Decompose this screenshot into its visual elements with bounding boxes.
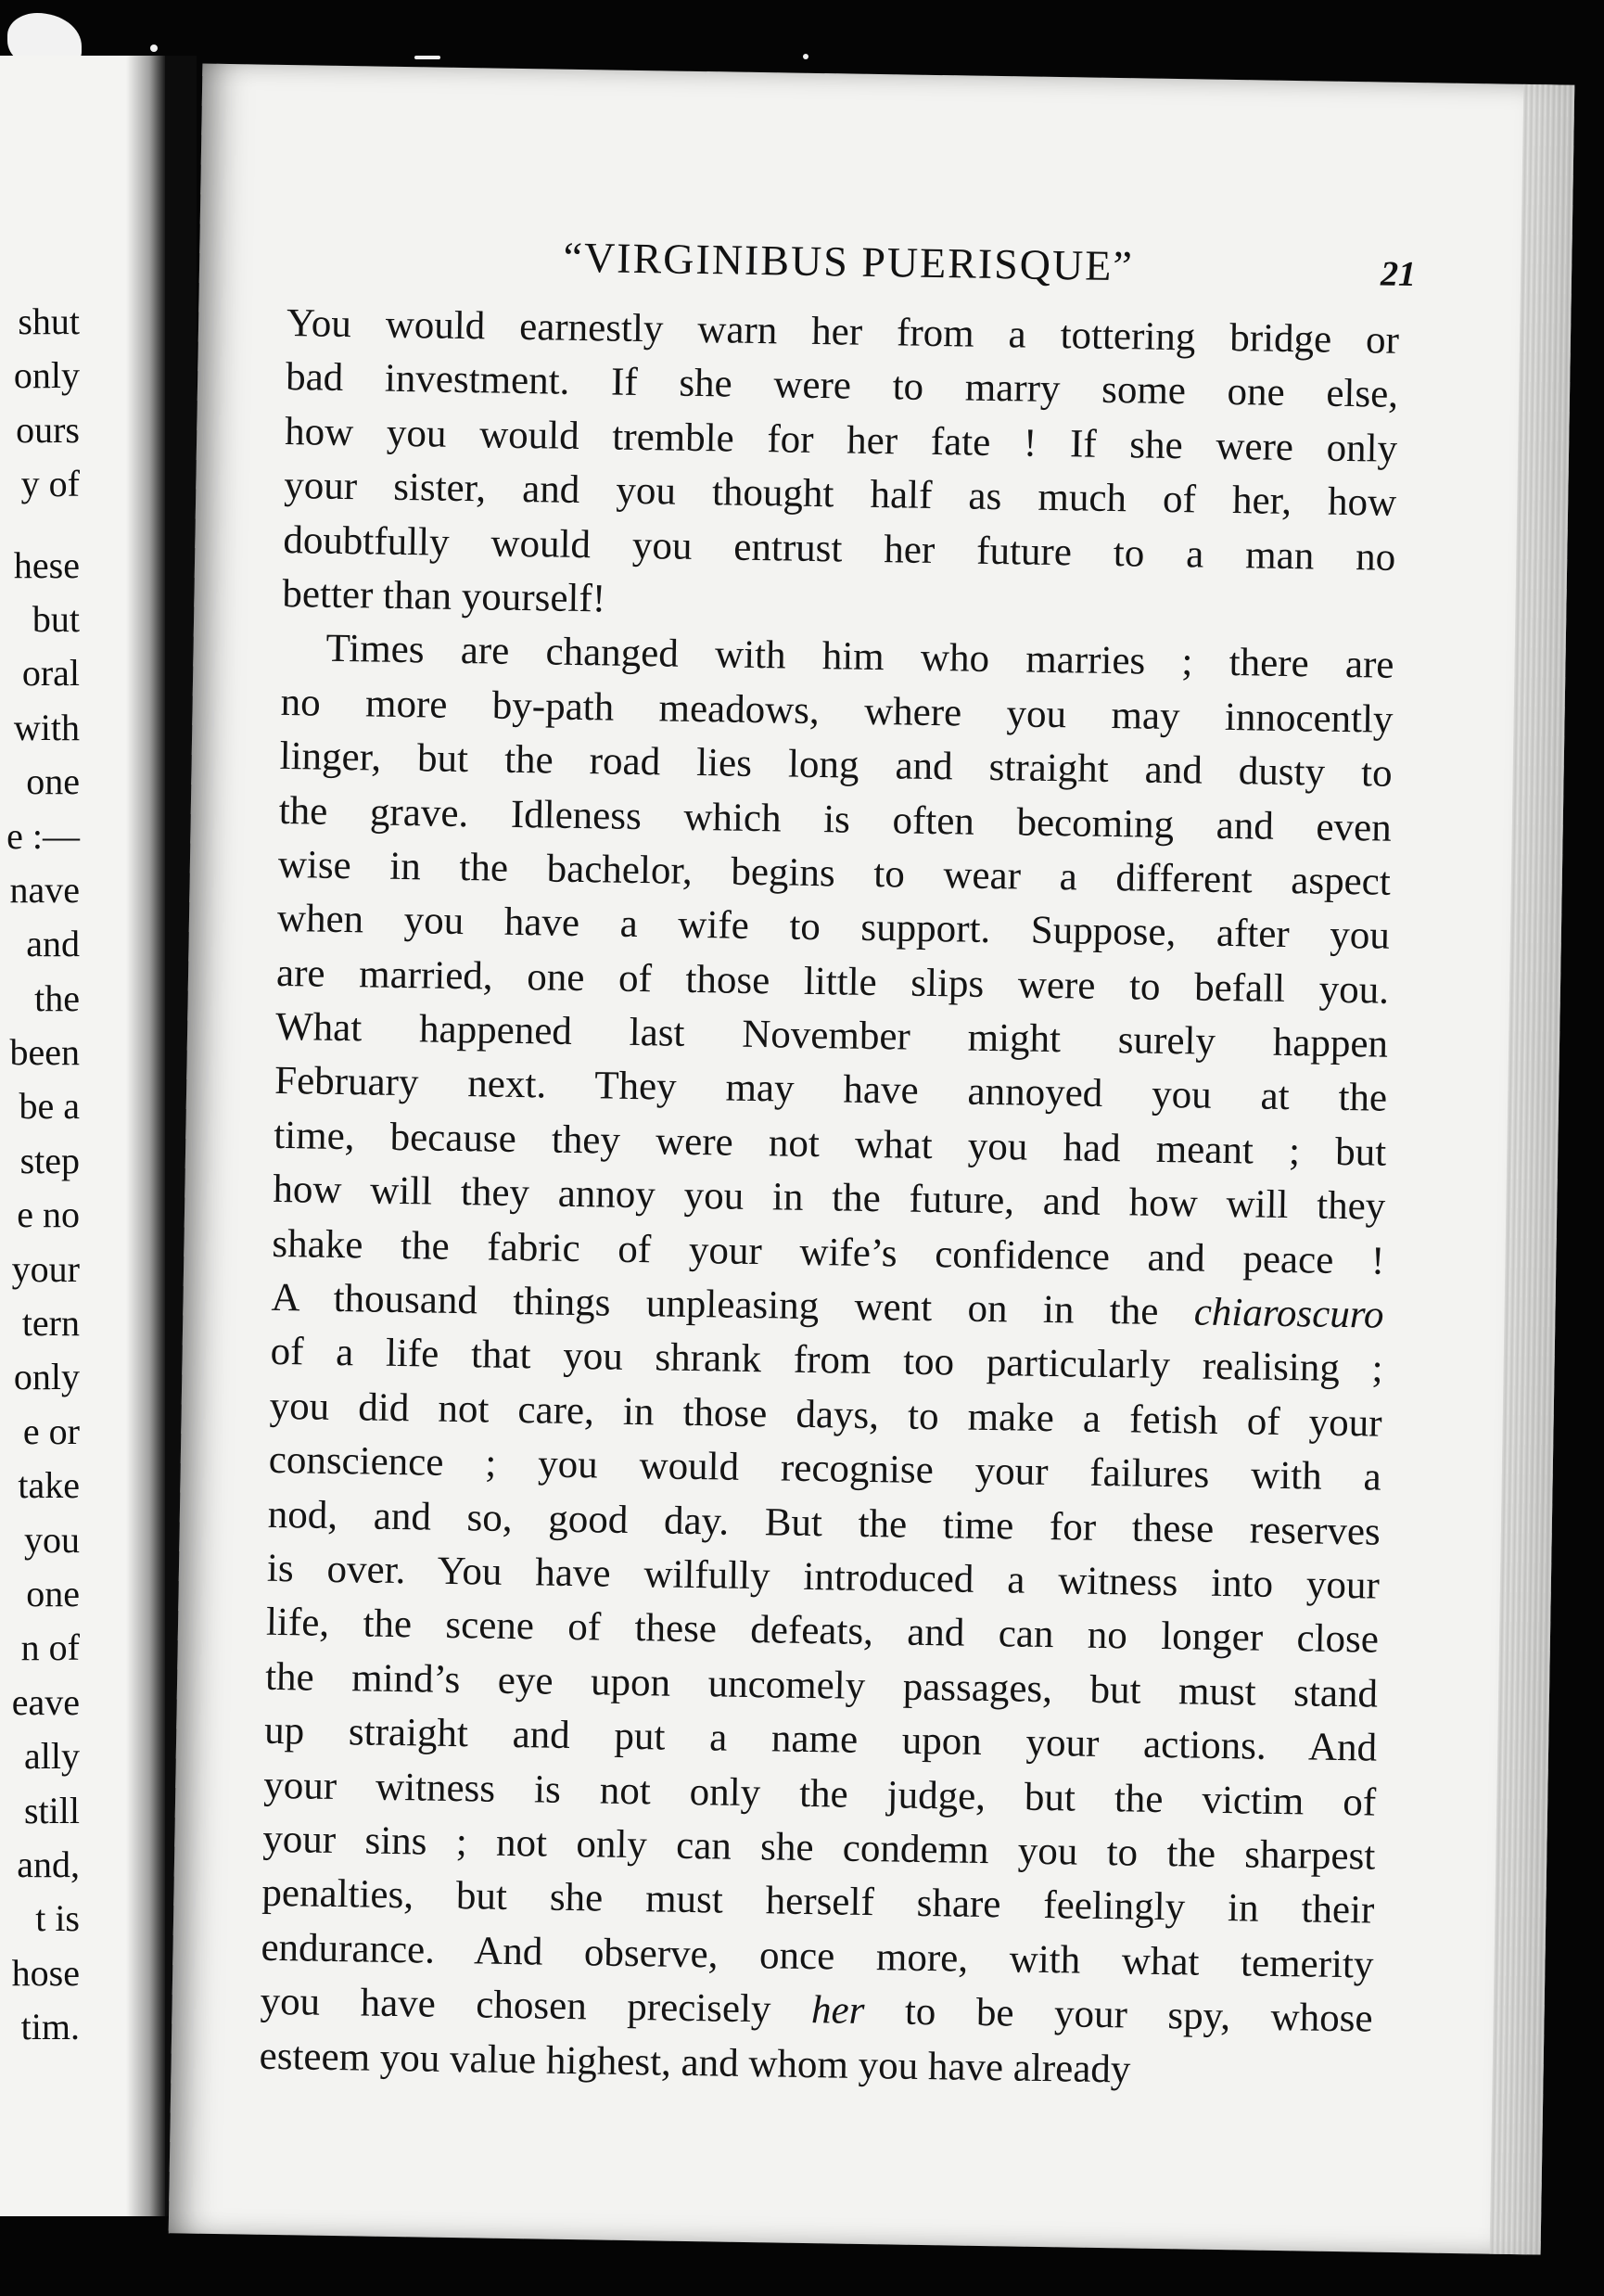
left-page-fragment: y of (20, 463, 80, 505)
left-page-fragment: you (24, 1518, 80, 1561)
text-line: linger, but the road lies long and straight and dusty to (279, 734, 1393, 796)
text-line: your witness is not only the judge, but the victim of (262, 1763, 1377, 1825)
left-page-fragment: one (26, 760, 80, 803)
text-line: are married, one of those little slips were to befall you. (275, 950, 1390, 1013)
left-page-fragment: tern (21, 1302, 80, 1345)
left-page-fragment: take (18, 1464, 80, 1507)
left-page-fragment: t is (35, 1897, 80, 1940)
left-page-fragment: step (19, 1139, 80, 1181)
left-page-fragment (6, 512, 80, 539)
text-line: how will they annoy you in the future, and how will they (273, 1167, 1386, 1229)
scan-speck (803, 54, 808, 59)
left-page-fragment: with (13, 706, 80, 748)
left-page-fragment: oral (21, 652, 80, 695)
text-line: how you would tremble for her fate ! If she were only (284, 409, 1398, 471)
scan-speck (414, 56, 440, 59)
left-page-text-fragments (6, 295, 80, 2055)
left-page-fragment: the (34, 976, 80, 1019)
text-line: You would earnestly warn her from a tottering bridge or (286, 300, 1400, 363)
text-line: wise in the bachelor, begins to wear a different aspect (277, 842, 1392, 904)
left-page-fragment: hose (11, 1951, 80, 1994)
left-page-fragment: still (23, 1789, 80, 1831)
text-line: your sins ; not only can she condemn you to the sharpest (262, 1817, 1376, 1879)
text-line: esteem you value highest, and whom you have already (259, 2034, 1131, 2092)
text-line: penalties, but she must herself share feelingly in their (261, 1871, 1375, 1932)
text-line: the grave. Idleness which is often becoming and even (278, 788, 1393, 850)
paragraph (282, 297, 1399, 639)
text-line: conscience ; you would recognise your failures with a (268, 1438, 1382, 1499)
left-page-fragment: only (13, 354, 80, 397)
text-line: the mind’s eye upon uncomely passages, but must stand (264, 1654, 1379, 1716)
text-line: Times are changed with him who marries ; there are (325, 627, 1394, 688)
left-page-fragment: ally (24, 1735, 80, 1778)
text-line: bad investment. If she were to marry some one else, (285, 355, 1399, 417)
left-page-fragment: nave (9, 868, 80, 911)
text-line: doubtfully would you entrust her future to a man no (283, 517, 1396, 580)
text-line: up straight and put a name upon your actions. And (263, 1708, 1378, 1770)
left-page-fragment: shut (18, 300, 80, 342)
page-number: 21 (1380, 254, 1417, 295)
left-page-fragment: one (26, 1572, 80, 1614)
text-line: February next. They may have annoyed you at the (274, 1059, 1388, 1121)
gutter-shadow (126, 56, 165, 2216)
left-page-fragment: e or (22, 1409, 80, 1452)
left-page-fragment: but (32, 597, 80, 640)
right-page (169, 64, 1575, 2255)
page-edge-stack (1490, 84, 1575, 2255)
text-line: nod, and so, good day. But the time for these reserves (267, 1492, 1381, 1554)
text-line: your sister, and you thought half as much of her, how (283, 464, 1397, 525)
body-text (259, 297, 1399, 2101)
left-page-fragment: only (13, 1356, 80, 1398)
text-line: no more by-path meadows, where you may innocently (280, 680, 1394, 742)
left-page-fragment: be a (19, 1085, 80, 1128)
left-page-fragment: ours (16, 408, 80, 451)
paragraph (259, 621, 1394, 2100)
running-head: “VIRGINIBUS PUERISQUE” (563, 233, 1135, 290)
left-page-fragment: eave (11, 1680, 80, 1723)
text-line: you did not care, in those days, to make a fetish of your (269, 1384, 1382, 1446)
left-page-fragment: your (11, 1247, 80, 1290)
text-line: A thousand things unpleasing went on in the chiaroscuro (271, 1275, 1384, 1337)
text-line: time, because they were not what you had meant ; but (273, 1113, 1387, 1175)
left-page-fragment: and, (17, 1843, 80, 1885)
text-line: of a life that you shrank from too particularly realising ; (270, 1330, 1383, 1392)
text-line: you have chosen precisely her to be your spy, whose (260, 1979, 1373, 2041)
scan-speck (150, 45, 158, 52)
left-page-fragment: and (26, 923, 80, 965)
left-page-fragment: n of (20, 1626, 80, 1669)
left-page-fragment: e no (17, 1193, 80, 1236)
text-line: is over. You have wilfully introduced a witness into your (266, 1546, 1381, 1608)
left-page-fragment: been (9, 1031, 80, 1074)
left-page-fragment: e :— (6, 814, 80, 857)
text-line: shake the fabric of your wife’s confidence and peace ! (272, 1221, 1385, 1283)
left-page-fragment: hese (13, 543, 80, 586)
left-page-fragment: tim. (20, 2006, 80, 2048)
text-line: better than yourself! (282, 571, 606, 621)
text-line: endurance. And observe, once more, with what temerity (261, 1925, 1374, 1987)
text-line: What happened last November might surely happen (274, 1004, 1389, 1066)
text-line: when you have a wife to support. Suppose, after you (276, 897, 1391, 959)
left-page-edge (0, 56, 165, 2216)
text-line: life, the scene of these defeats, and can no longer close (265, 1601, 1380, 1663)
